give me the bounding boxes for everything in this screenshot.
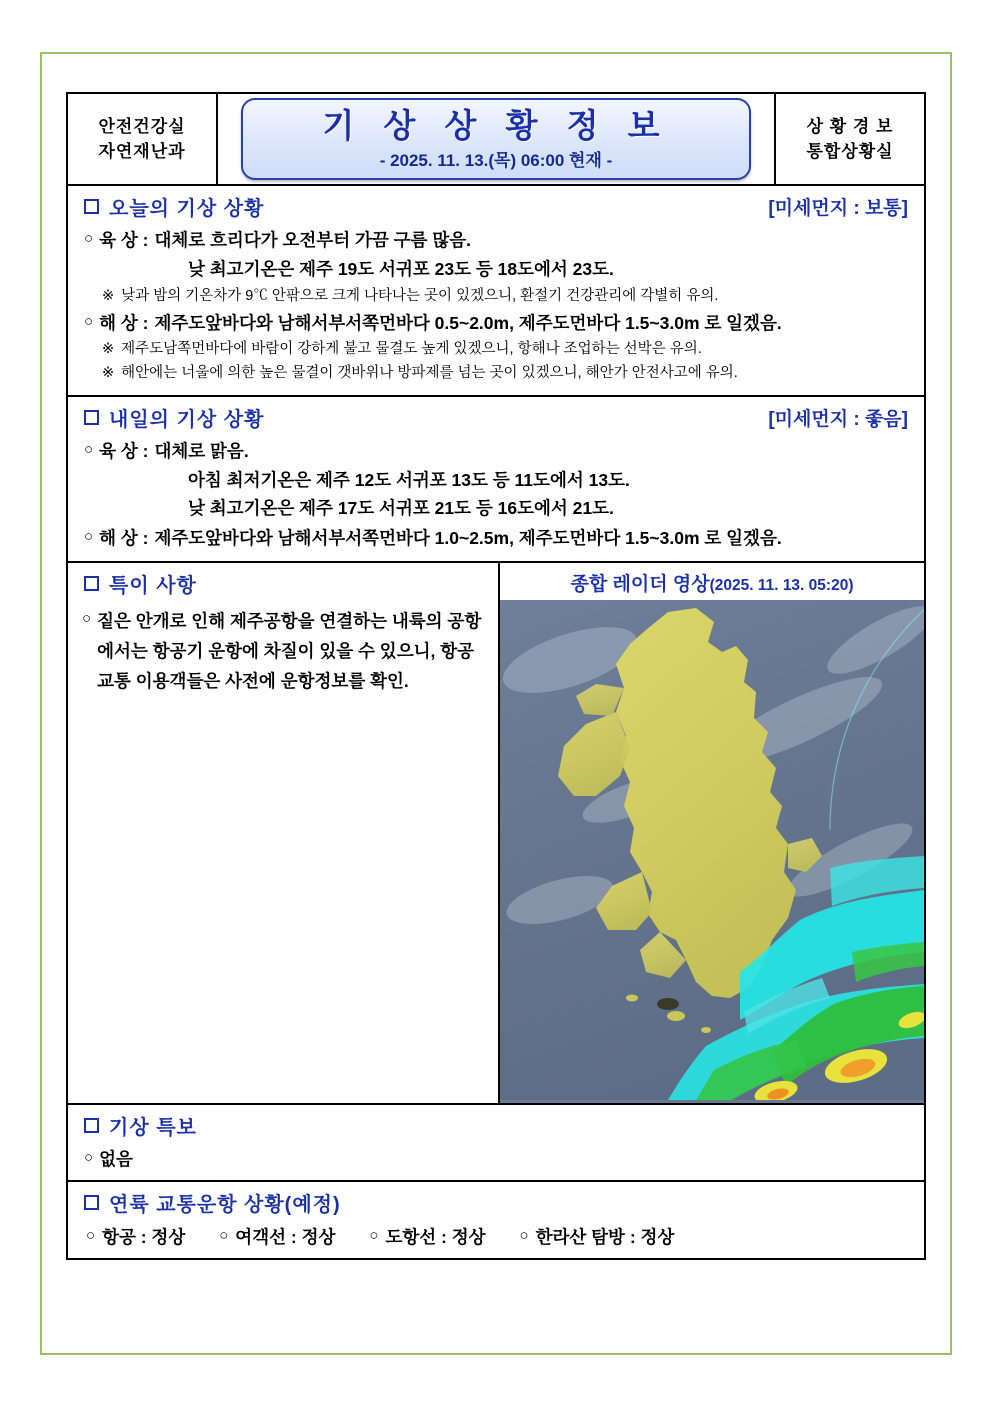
today-land-text: 대체로 흐리다가 오전부터 가끔 구름 많음. bbox=[154, 230, 471, 250]
today-note-2 bbox=[84, 338, 908, 361]
header-left-dept bbox=[68, 94, 218, 184]
radar-image-graphic bbox=[500, 600, 924, 1100]
today-sea-line bbox=[84, 309, 908, 337]
section-special bbox=[68, 563, 500, 1103]
asterisk-icon: ※ bbox=[102, 341, 115, 358]
section-today-title: 오늘의 기상 상황 bbox=[109, 198, 265, 220]
checkbox-icon bbox=[84, 410, 99, 425]
page-subtitle: - 2025. 11. 13.(목) 06:00 현재 - bbox=[379, 151, 613, 171]
traffic-row bbox=[68, 1221, 924, 1257]
section-special-title-group bbox=[84, 569, 197, 598]
today-dust-badge: [미세먼지 : 보통] bbox=[768, 198, 908, 219]
radar-title: 종합 레이더 영상 bbox=[570, 573, 710, 595]
asterisk-icon: ※ bbox=[102, 287, 115, 304]
header-center bbox=[218, 94, 774, 184]
today-note-1-text: 낮과 밤의 기온차가 9℃ 안팎으로 크게 나타나는 곳이 있겠으니, 환절기 건강관리에 각별히 유의. bbox=[121, 287, 719, 304]
section-traffic-head bbox=[68, 1182, 924, 1221]
title-plate bbox=[241, 98, 751, 180]
asterisk-icon: ※ bbox=[102, 365, 115, 382]
header-right-office bbox=[774, 94, 924, 184]
section-tomorrow-title: 내일의 기상 상황 bbox=[109, 408, 265, 431]
circle-bullet-icon: ○ bbox=[86, 1227, 96, 1245]
traffic-item-island-boat bbox=[369, 1223, 485, 1249]
section-traffic-title: 연륙 교통운항 상황(예정) bbox=[109, 1194, 341, 1217]
circle-bullet-icon: ○ bbox=[84, 312, 94, 330]
tomorrow-dust-badge: [미세먼지 : 좋음] bbox=[768, 408, 908, 430]
header-left-line1: 안전건강실 bbox=[98, 116, 186, 136]
today-note-3-text: 해안에는 너울에 의한 높은 물결이 갯바위나 방파제를 넘는 곳이 있겠으니, 해안가 안전사고에 유의. bbox=[121, 365, 738, 382]
circle-bullet-icon: ○ bbox=[519, 1227, 529, 1245]
tomorrow-sea-text: 제주도앞바다와 남해서부서쪽먼바다 1.0~2.5m, 제주도먼바다 1.5~3.0m 로 일겠음. bbox=[154, 527, 782, 548]
radar-header bbox=[500, 563, 924, 600]
today-land-temp: 낮 최고기온은 제주 19도 서귀포 23도 등 18도에서 23도. bbox=[188, 259, 614, 280]
radar-image bbox=[500, 600, 924, 1103]
document-header bbox=[66, 92, 926, 186]
traffic-item-hallasan bbox=[520, 1223, 675, 1249]
section-tomorrow bbox=[68, 397, 924, 563]
tomorrow-sea-label: 해 상 : bbox=[99, 527, 149, 548]
header-right-line1: 상 황 경 보 bbox=[806, 116, 894, 136]
traffic-item-label: 한라산 탐방 : 정상 bbox=[535, 1226, 675, 1247]
traffic-item-label: 항공 : 정상 bbox=[102, 1226, 186, 1247]
traffic-item-label: 도항선 : 정상 bbox=[385, 1226, 486, 1247]
today-land-line bbox=[84, 226, 908, 254]
special-text: 짙은 안개로 인해 제주공항을 연결하는 내륙의 공항에서는 항공기 운항에 차질이 있을 수 있으니, 항공교통 이용객들은 사전에 운항정보를 확인. bbox=[97, 610, 482, 692]
section-traffic bbox=[68, 1182, 924, 1257]
circle-bullet-icon: ○ bbox=[369, 1227, 379, 1245]
section-warning-title-group bbox=[84, 1111, 197, 1140]
section-tomorrow-lines bbox=[68, 437, 924, 561]
section-warning-head bbox=[68, 1105, 924, 1144]
section-special-radar bbox=[68, 563, 924, 1105]
section-today-head bbox=[68, 186, 924, 225]
checkbox-icon bbox=[84, 1118, 99, 1133]
tomorrow-land-max: 낮 최고기온은 제주 17도 서귀포 21도 등 16도에서 21도. bbox=[188, 498, 614, 519]
today-note-1 bbox=[84, 285, 908, 308]
page-title: 기 상 상 황 정 보 bbox=[322, 106, 670, 144]
section-special-head bbox=[68, 563, 498, 602]
checkbox-icon bbox=[84, 199, 99, 214]
circle-bullet-icon: ○ bbox=[84, 440, 94, 458]
today-land-label: 육 상 : bbox=[99, 230, 149, 250]
today-sea-label: 해 상 : bbox=[99, 312, 149, 333]
circle-bullet-icon: ○ bbox=[219, 1227, 229, 1245]
section-traffic-title-group bbox=[84, 1188, 341, 1217]
today-note-2-text: 제주도남쪽먼바다에 바람이 강하게 불고 물결도 높게 있겠으니, 항해나 조업하는 선박은 유의. bbox=[121, 341, 702, 358]
warning-item bbox=[84, 1145, 908, 1173]
warning-value: 없음 bbox=[99, 1148, 133, 1169]
header-left-line2: 자연재난과 bbox=[98, 142, 186, 161]
section-warning-title: 기상 특보 bbox=[109, 1116, 197, 1139]
section-radar bbox=[500, 563, 924, 1103]
checkbox-icon bbox=[84, 1195, 99, 1210]
special-line bbox=[82, 606, 484, 696]
section-special-title: 특이 사항 bbox=[109, 574, 197, 597]
section-today-lines bbox=[68, 226, 924, 395]
circle-bullet-icon: ○ bbox=[84, 230, 94, 247]
warning-list bbox=[68, 1145, 924, 1180]
circle-bullet-icon: ○ bbox=[84, 1148, 94, 1166]
tomorrow-land-label: 육 상 : bbox=[99, 440, 149, 461]
section-tomorrow-head bbox=[68, 397, 924, 436]
special-radar-columns bbox=[68, 563, 924, 1103]
section-today bbox=[68, 186, 924, 397]
document-body bbox=[66, 186, 926, 1260]
today-note-3 bbox=[84, 362, 908, 385]
section-tomorrow-title-group bbox=[84, 403, 264, 432]
tomorrow-sea-line bbox=[84, 524, 908, 552]
traffic-item-label: 여객선 : 정상 bbox=[235, 1226, 336, 1247]
document-content bbox=[66, 92, 926, 1260]
tomorrow-land-text: 대체로 맑음. bbox=[154, 440, 249, 461]
section-warning bbox=[68, 1105, 924, 1182]
special-text-block bbox=[68, 602, 498, 704]
section-today-title-group bbox=[84, 192, 264, 221]
radar-time: (2025. 11. 13. 05:20) bbox=[709, 576, 854, 594]
circle-bullet-icon: ○ bbox=[82, 609, 92, 627]
tomorrow-land-min: 아침 최저기온은 제주 12도 서귀포 13도 등 11도에서 13도. bbox=[188, 469, 630, 490]
header-right-line2: 통합상황실 bbox=[806, 142, 894, 161]
circle-bullet-icon: ○ bbox=[84, 527, 94, 545]
traffic-item-ferry bbox=[219, 1223, 335, 1249]
tomorrow-land-line bbox=[84, 437, 908, 465]
checkbox-icon bbox=[84, 576, 99, 591]
today-sea-text: 제주도앞바다와 남해서부서쪽먼바다 0.5~2.0m, 제주도먼바다 1.5~3.0m 로 일겠음. bbox=[154, 312, 782, 333]
traffic-item-air bbox=[86, 1223, 185, 1249]
